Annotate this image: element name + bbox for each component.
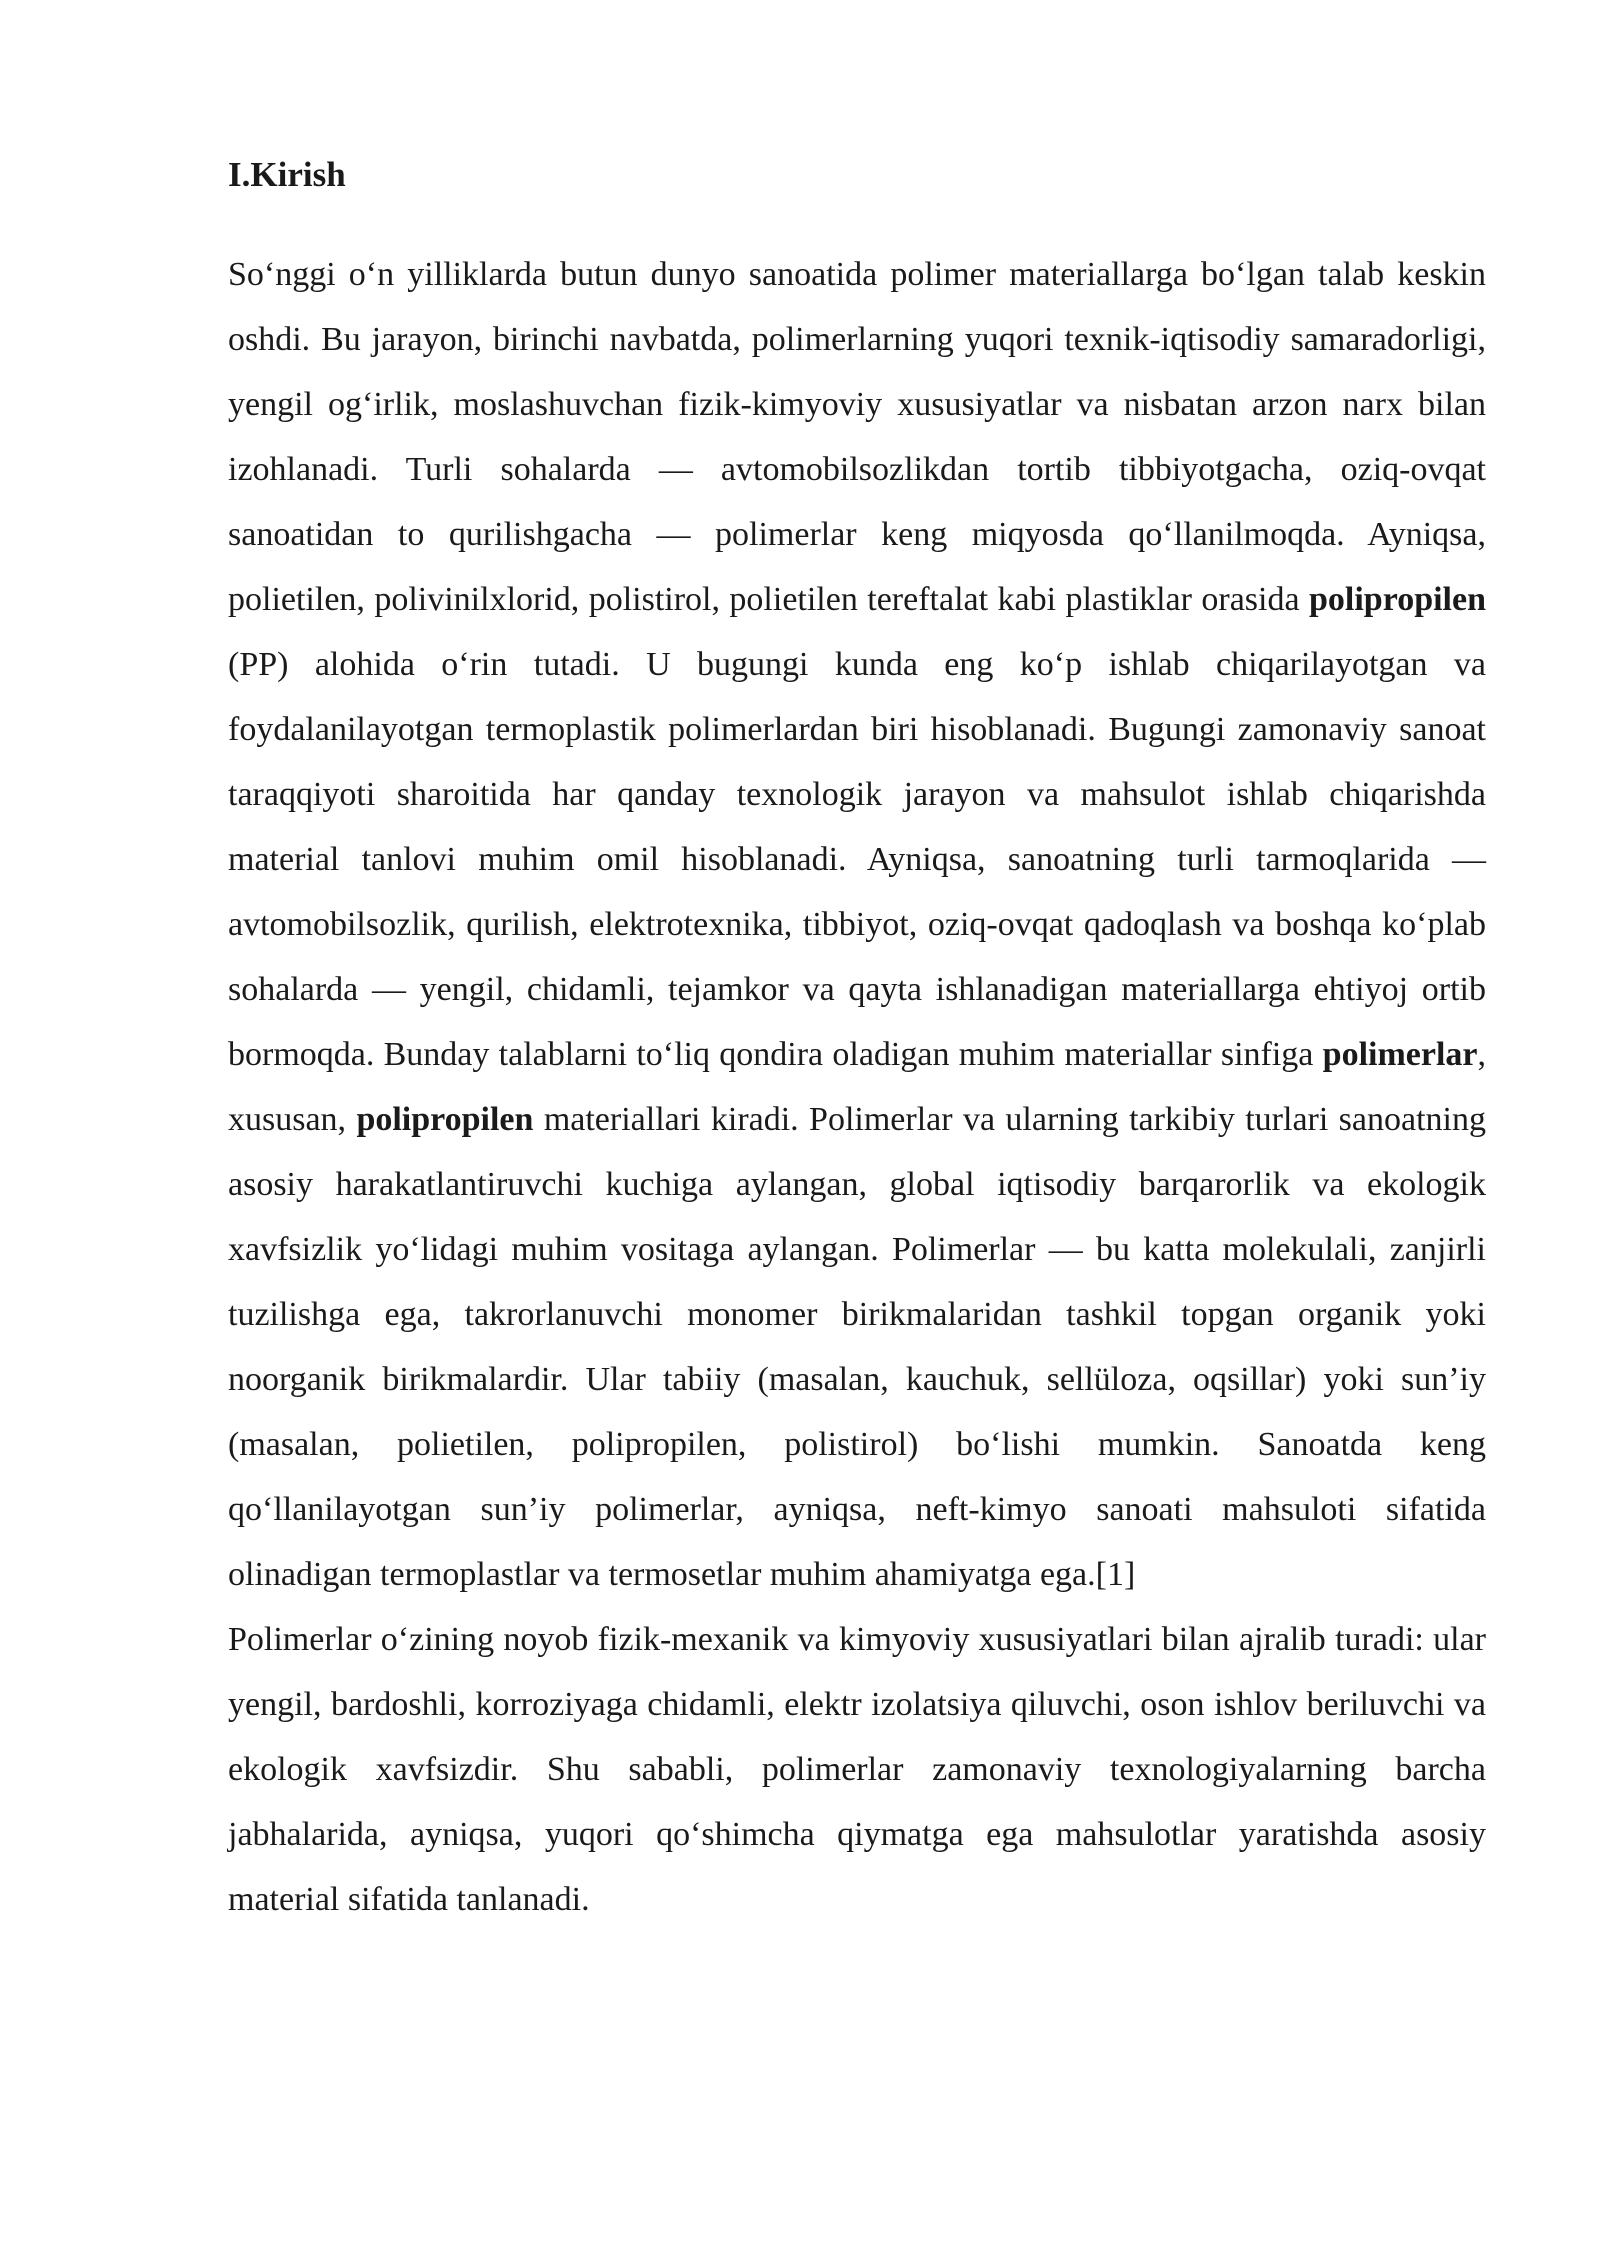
second-paragraph: Polimerlar o‘zining noyob fizik-mexanik va kimyoviy xususiyatlari bilan ajralib turadi: ular yengil, bardoshli, korroziyaga chidamli, elektr izolatsiya qiluvchi, oson ishlov beriluvchi va ekologik xavfsizdir. Shu sababli, polimerlar zamonaviy texnologiyalarning barcha jabhalarida, ayniqsa, yuqori qo‘shimcha qiymatga ega mahsulotlar yaratishda asosiy material sifatida tanlanadi. xyxy=(228,1621,1486,1918)
paragraph-text: (PP) alohida o‘rin tutadi. U bugungi kunda eng ko‘p ishlab chiqarilayotgan va foydalanilayotgan termoplastik polimerlardan biri hisoblanadi. Bugungi zamonaviy sanoat taraqqiyoti sharoitida har qanday texnologik jarayon va mahsulot ishlab chiqarishda material tanlovi muhim omil hisoblanadi. Ayniqsa, sanoatning turli tarmoqlarida — avtomobilsozlik, qurilish, elektrotexnika, tibbiyot, oziq-ovqat qadoqlash va boshqa ko‘plab sohalarda — yengil, chidamli, tejamkor va qayta ishlanadigan materiallarga ehtiyoj ortib bormoqda. Bunday talablarni to‘liq qondira oladigan muhim materiallar sinfiga xyxy=(228,646,1486,1073)
bold-term: polimerlar xyxy=(1322,1036,1478,1073)
paragraph-text: , xususan, xyxy=(228,1036,1486,1138)
bold-term: polipropilen xyxy=(356,1101,534,1138)
bold-term: polipropilen xyxy=(1309,581,1486,618)
paragraph-text: materiallari kiradi. Polimerlar va ularning tarkibiy turlari sanoatning asosiy harakatlantiruvchi kuchiga aylangan, global iqtisodiy barqarorlik va ekologik xavfsizlik yo‘lidagi muhim vositaga aylangan. Polimerlar — bu katta molekulali, zanjirli tuzilishga ega, takrorlanuvchi monomer birikmalaridan tashkil topgan organik yoki noorganik birikmalardir. Ular tabiiy (masalan, kauchuk, sellüloza, oqsillar) yoki sun’iy (masalan, polietilen, polipropilen, polistirol) bo‘lishi mumkin. Sanoatda keng qo‘llanilayotgan sun’iy polimerlar, ayniqsa, neft-kimyo sanoati mahsuloti sifatida olinadigan termoplastlar va termosetlar muhim ahamiyatga ega.[1] xyxy=(228,1101,1486,1593)
intro-paragraph xyxy=(228,242,1486,1607)
document-page xyxy=(228,150,1486,1932)
section-heading: I.Kirish xyxy=(228,155,346,194)
paragraph-text: So‘nggi o‘n yilliklarda butun dunyo sanoatida polimer materiallarga bo‘lgan talab keskin oshdi. Bu jarayon, birinchi navbatda, polimerlarning yuqori texnik-iqtisodiy samaradorligi, yengil og‘irlik, moslashuvchan fizik-kimyoviy xususiyatlar va nisbatan arzon narx bilan izohlanadi. Turli sohalarda — avtomobilsozlikdan tortib tibbiyotgacha, oziq-ovqat sanoatidan to qurilishgacha — polimerlar keng miqyosda qo‘llanilmoqda. Ayniqsa, polietilen, polivinilxlorid, polistirol, polietilen tereftalat kabi plastiklar orasida xyxy=(228,256,1486,618)
